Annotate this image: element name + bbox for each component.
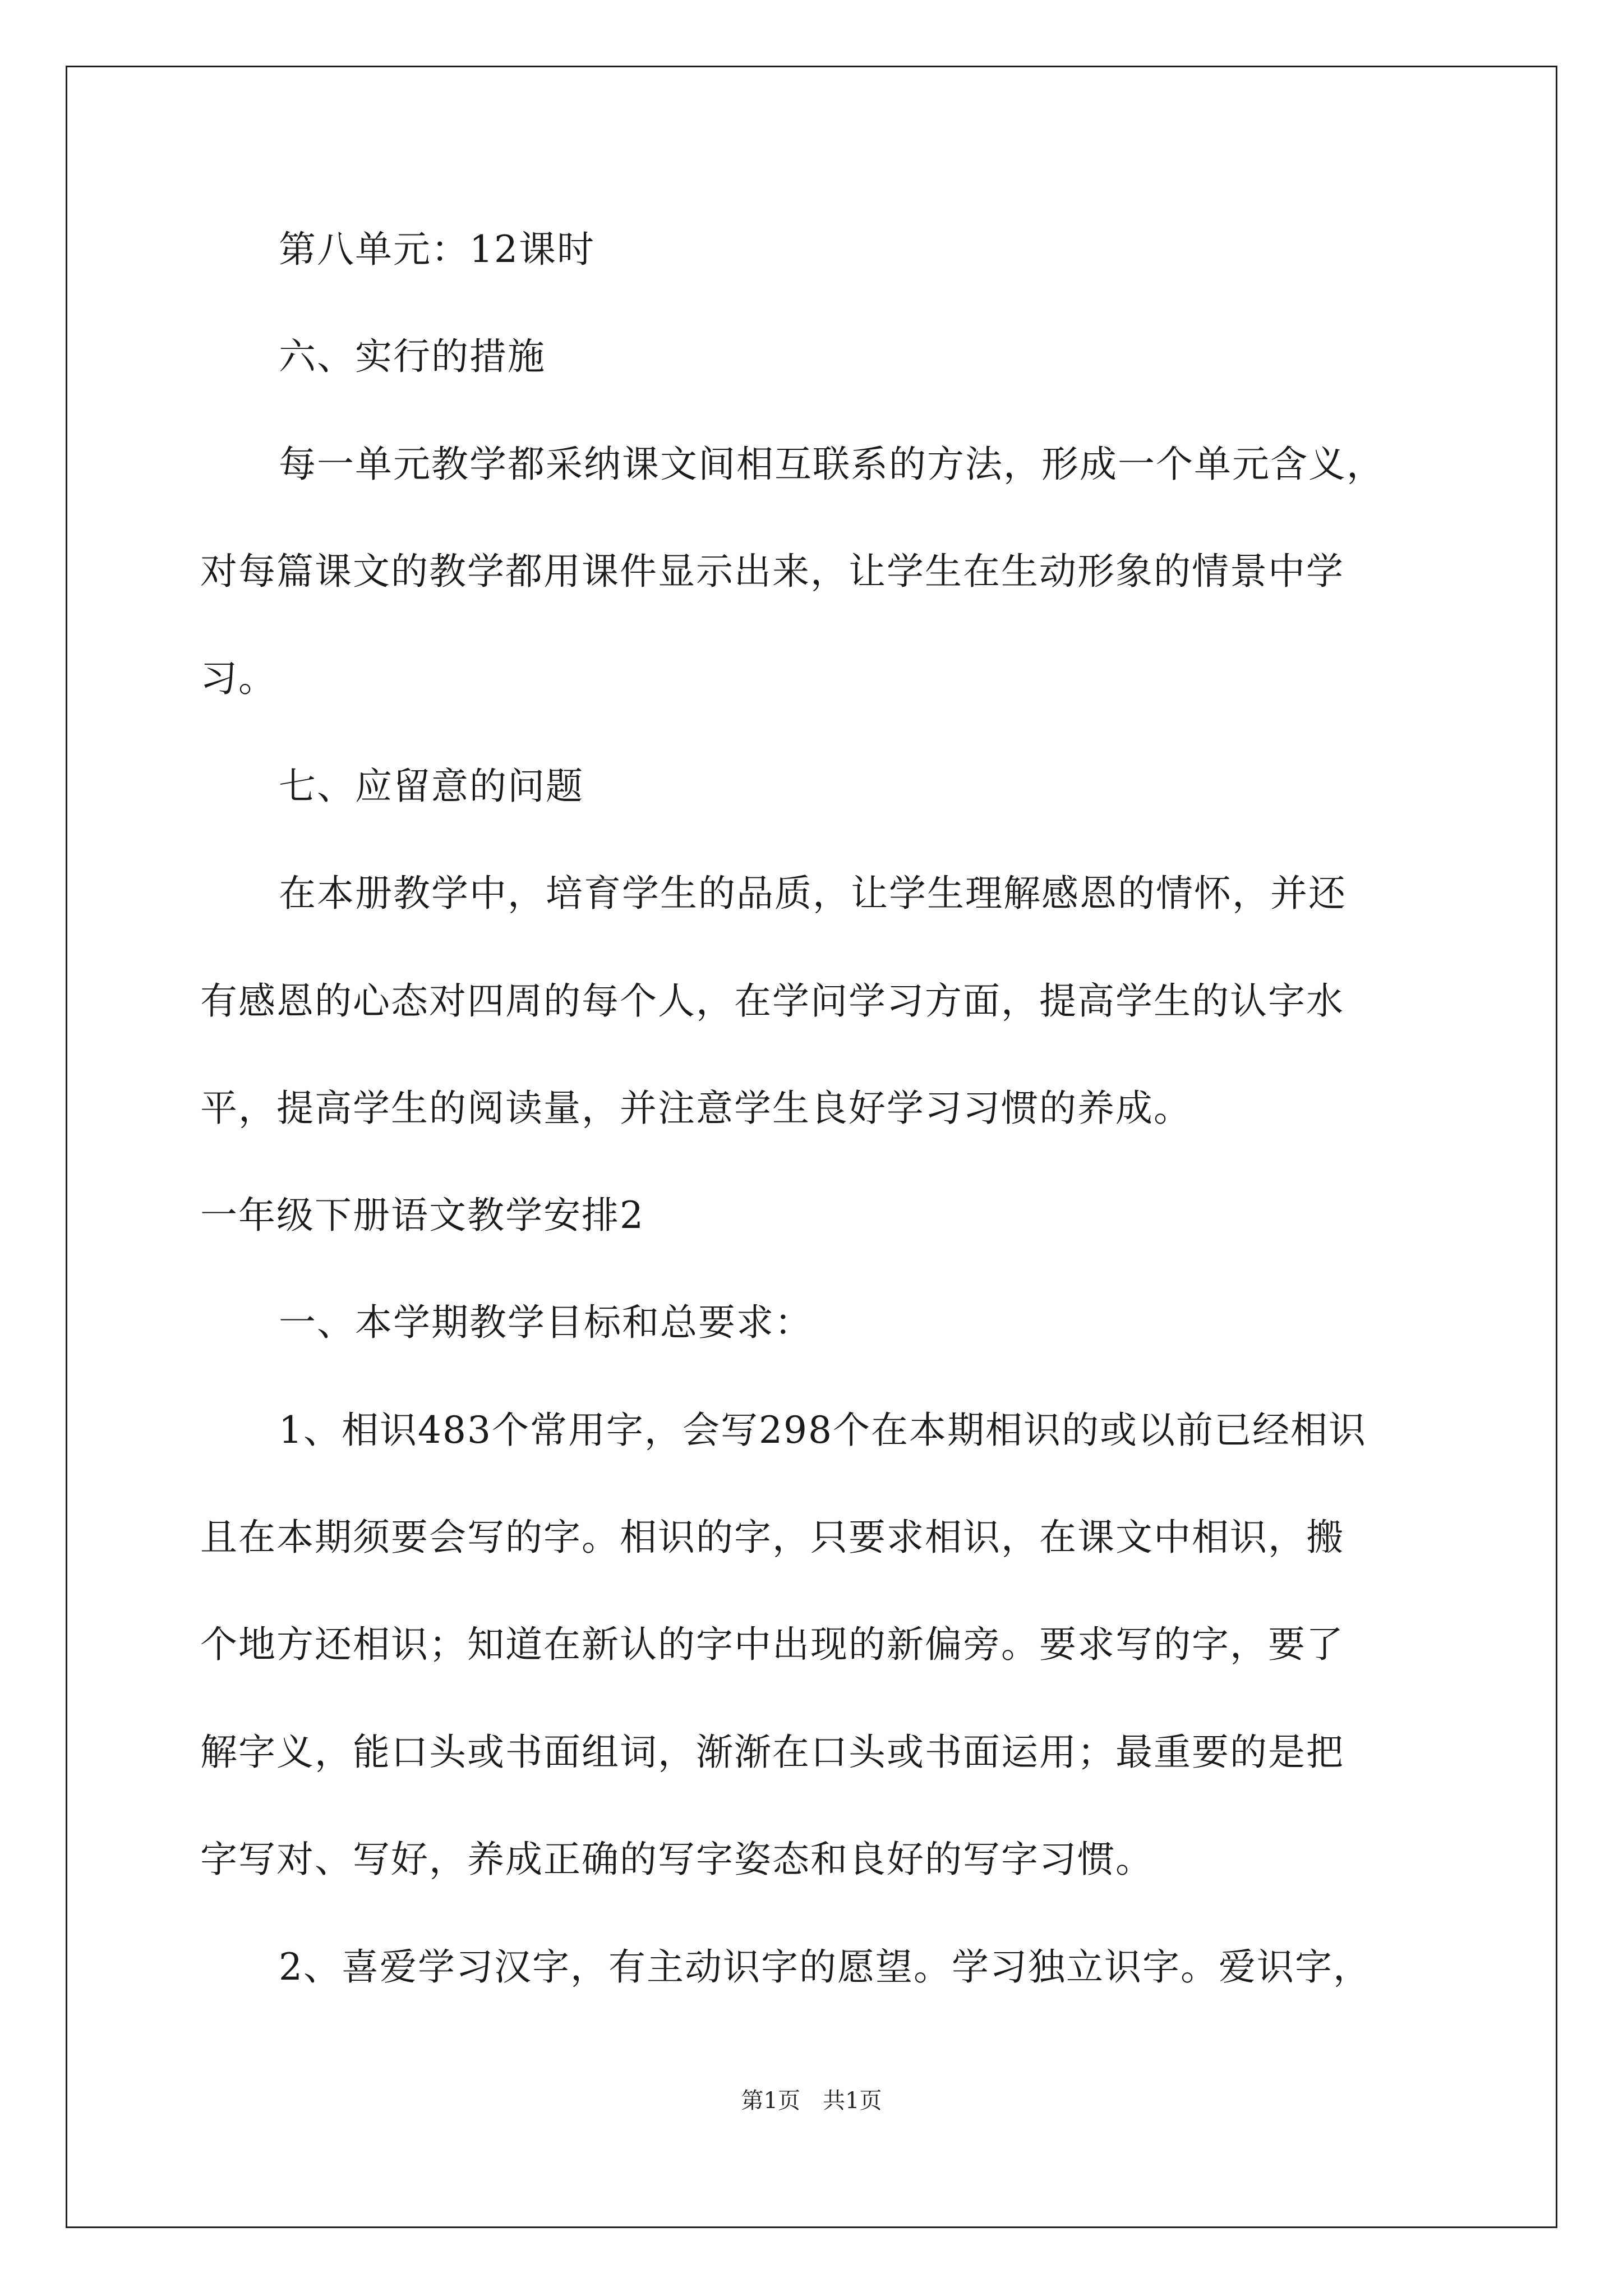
- text-line: 习。: [200, 657, 276, 700]
- text-line: 每一单元教学都采纳课文间相互联系的方法，形成一个单元含义，: [279, 443, 1385, 486]
- text-line: 平，提高学生的阅读量，并注意学生良好学习习惯的养成。: [200, 1087, 1192, 1130]
- text-line: 解字义，能口头或书面组词，渐渐在口头或书面运用；最重要的是把: [200, 1731, 1344, 1774]
- text-line: 个地方还相识；知道在新认的字中出现的新偏旁。要求写的字，要了: [200, 1623, 1344, 1666]
- text-line: 2、喜爱学习汉字，有主动识字的愿望。学习独立识字。爱识字，: [279, 1945, 1371, 1989]
- text-line: 且在本期须要会写的字。相识的字，只要求相识，在课文中相识，搬: [200, 1516, 1344, 1559]
- page-border: [66, 66, 1557, 2228]
- document-title: 一年级下册语文教学安排2: [200, 1194, 644, 1237]
- page-footer: 第1页 共1页: [741, 2088, 882, 2114]
- text-line: 1、相识483个常用字，会写298个在本期相识的或以前已经相识: [279, 1409, 1367, 1452]
- text-line: 有感恩的心态对四周的每个人，在学问学习方面，提高学生的认字水: [200, 979, 1344, 1023]
- section-heading: 六、实行的措施: [279, 335, 546, 378]
- text-line: 在本册教学中，培育学生的品质，让学生理解感恩的情怀，并还: [279, 872, 1347, 915]
- text-line: 对每篇课文的教学都用课件显示出来，让学生在生动形象的情景中学: [200, 550, 1344, 593]
- text-line: 字写对、写好，养成正确的写字姿态和良好的写字习惯。: [200, 1838, 1154, 1881]
- section-heading: 七、应留意的问题: [279, 765, 584, 808]
- text-line: 第八单元：12课时: [279, 228, 595, 271]
- section-heading: 一、本学期教学目标和总要求：: [279, 1301, 813, 1344]
